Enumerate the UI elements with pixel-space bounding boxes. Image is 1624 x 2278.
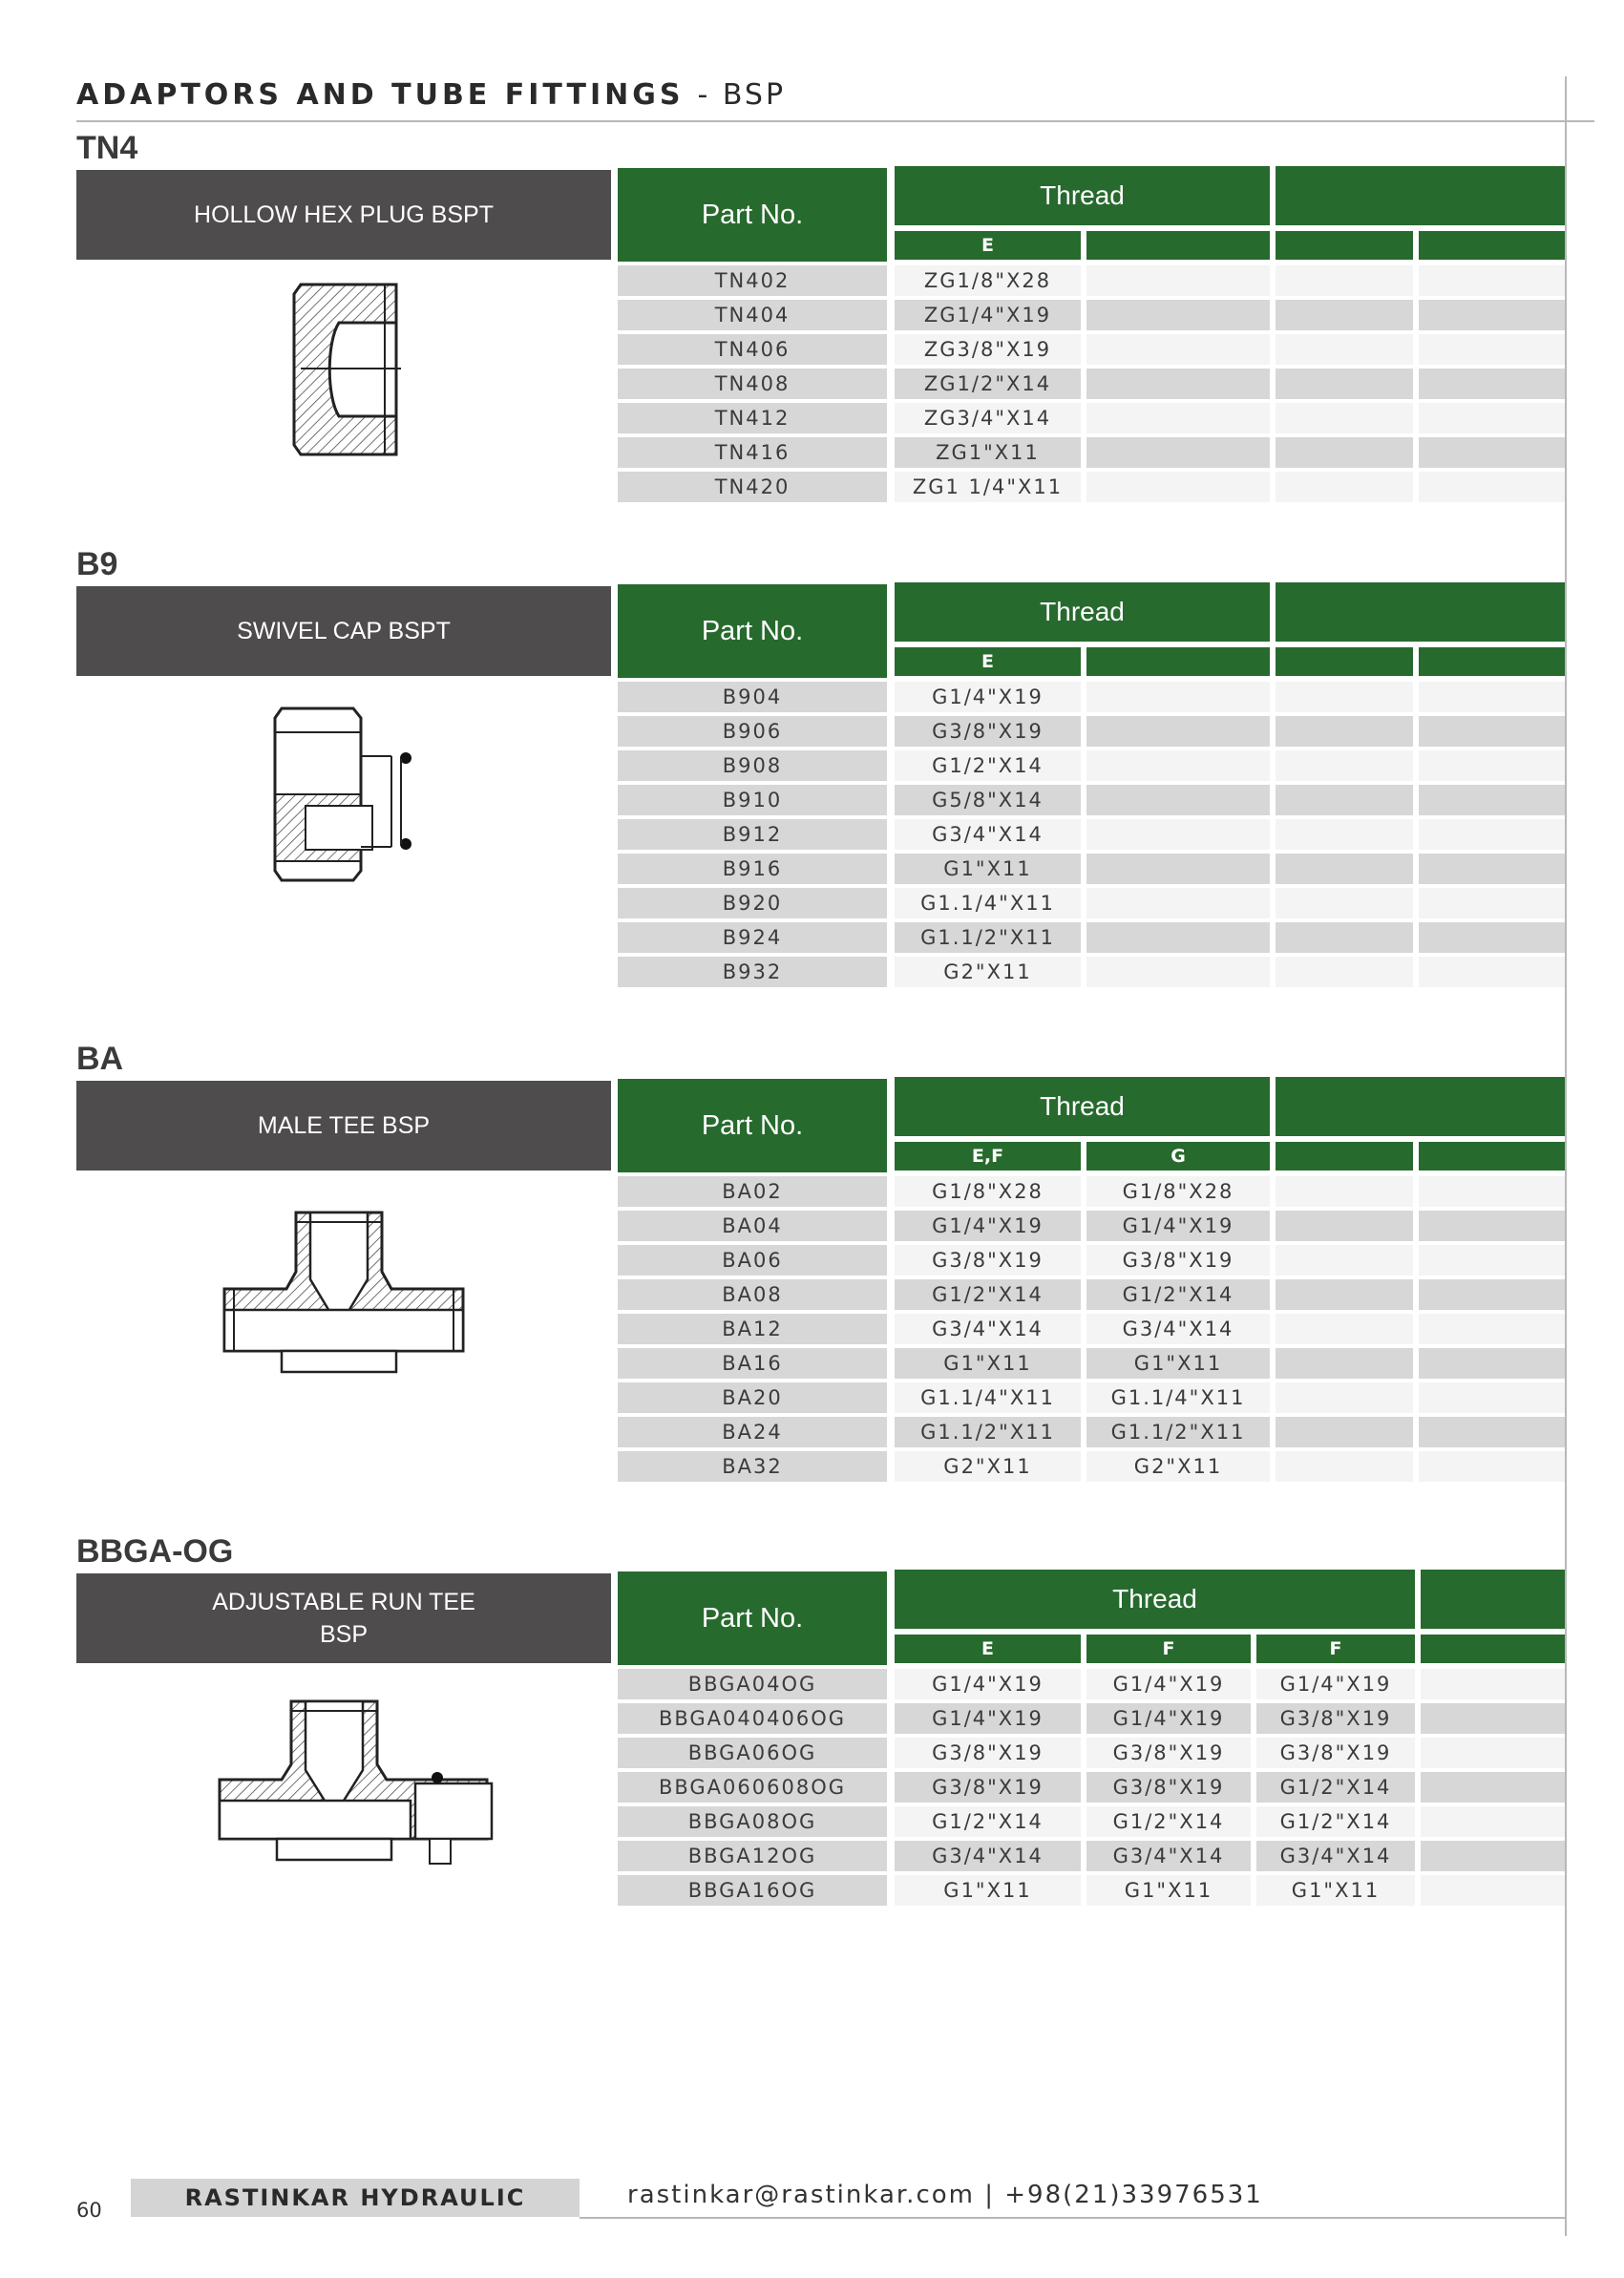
part-number-cell: BA20 [618, 1382, 887, 1413]
footer-brand: RASTINKAR HYDRAULIC [131, 2179, 580, 2217]
part-number-cell: BA06 [618, 1245, 887, 1276]
section-name: MALE TEE BSP [76, 1081, 611, 1171]
part-number-cell: BA16 [618, 1348, 887, 1379]
footer-divider [580, 2217, 1566, 2219]
subheader-4 [1419, 647, 1565, 676]
thread-cell: G1.1/2"X11 [895, 1417, 1081, 1447]
part-number-cell: BBGA06OG [618, 1738, 887, 1768]
thread-cell: G1/2"X14 [895, 750, 1081, 781]
subheader-3 [1276, 647, 1413, 676]
page-title [76, 78, 786, 112]
thread-cell: G1/2"X14 [895, 1279, 1081, 1310]
part-number-cell: BBGA16OG [618, 1875, 887, 1906]
thread-cell: G1/4"X19 [895, 1669, 1081, 1699]
extra-header [1276, 166, 1565, 225]
subheader-2: G [1086, 1142, 1270, 1171]
thread-cell: G1"X11 [1086, 1875, 1251, 1906]
part-no-header: Part No. [618, 1571, 887, 1665]
thread-cell: G3/4"X14 [1256, 1841, 1415, 1871]
thread-cell [1419, 1279, 1565, 1310]
thread-cell: G3/8"X19 [1086, 1738, 1251, 1768]
thread-cell [1421, 1841, 1565, 1871]
part-number-cell: B932 [618, 957, 887, 987]
thread-cell [1419, 1417, 1565, 1447]
thread-cell [1421, 1703, 1565, 1734]
part-number-cell: BA04 [618, 1211, 887, 1241]
thread-cell [1276, 854, 1413, 884]
part-number-cell: TN402 [618, 265, 887, 296]
thread-cell [1276, 1348, 1413, 1379]
thread-cell: G1"X11 [895, 1875, 1081, 1906]
thread-cell: G1/2"X14 [1086, 1279, 1270, 1310]
thread-cell: G1.1/4"X11 [895, 1382, 1081, 1413]
section-name: SWIVEL CAP BSPT [76, 586, 611, 676]
thread-cell [1086, 403, 1270, 433]
part-no-header: Part No. [618, 584, 887, 678]
section-code: TN4 [76, 130, 138, 166]
part-no-header: Part No. [618, 1079, 887, 1172]
part-number-cell: B906 [618, 716, 887, 747]
thread-cell [1276, 1279, 1413, 1310]
thread-cell: G3/4"X14 [1086, 1841, 1251, 1871]
part-number-cell: BBGA12OG [618, 1841, 887, 1871]
thread-cell [1276, 300, 1413, 330]
part-number-cell: BBGA040406OG [618, 1703, 887, 1734]
thread-cell: ZG3/4"X14 [895, 403, 1081, 433]
thread-cell [1419, 1314, 1565, 1344]
thread-cell [1421, 1738, 1565, 1768]
thread-cell [1276, 369, 1413, 399]
part-number-cell: TN416 [618, 437, 887, 468]
thread-cell [1086, 369, 1270, 399]
thread-cell [1276, 1417, 1413, 1447]
thread-header: Thread [895, 1077, 1270, 1136]
thread-cell: G1/4"X19 [1086, 1669, 1251, 1699]
thread-cell: G3/4"X14 [895, 1841, 1081, 1871]
thread-cell [1276, 1314, 1413, 1344]
thread-cell: G2"X11 [895, 1451, 1081, 1482]
section-code: BBGA-OG [76, 1533, 234, 1570]
part-number-cell: TN406 [618, 334, 887, 365]
thread-cell [1419, 922, 1565, 953]
thread-cell [1419, 472, 1565, 502]
part-number-cell: BBGA060608OG [618, 1772, 887, 1803]
thread-cell [1421, 1669, 1565, 1699]
part-number-cell: BA24 [618, 1417, 887, 1447]
part-number-cell: B912 [618, 819, 887, 850]
right-margin-line [1565, 76, 1567, 2236]
thread-cell [1276, 1451, 1413, 1482]
thread-cell: G1/8"X28 [895, 1176, 1081, 1207]
thread-cell: G3/8"X19 [895, 1245, 1081, 1276]
thread-cell: ZG1/2"X14 [895, 369, 1081, 399]
thread-cell: G1"X11 [895, 854, 1081, 884]
thread-cell [1276, 1211, 1413, 1241]
thread-cell [1276, 265, 1413, 296]
thread-cell: G1"X11 [895, 1348, 1081, 1379]
thread-cell: G5/8"X14 [895, 785, 1081, 815]
part-number-cell: B916 [618, 854, 887, 884]
thread-cell: G3/8"X19 [895, 716, 1081, 747]
thread-cell: G2"X11 [895, 957, 1081, 987]
part-number-cell: TN408 [618, 369, 887, 399]
subheader-4 [1419, 1142, 1565, 1171]
thread-cell [1086, 300, 1270, 330]
subheader-2: F [1086, 1635, 1251, 1663]
part-number-cell: B904 [618, 682, 887, 712]
subheader-1: E,F [895, 1142, 1081, 1171]
thread-cell: G3/8"X19 [895, 1772, 1081, 1803]
thread-cell [1419, 957, 1565, 987]
title-divider [76, 120, 1594, 122]
section-name: ADJUSTABLE RUN TEE BSP [76, 1573, 611, 1663]
thread-cell: G1/2"X14 [1086, 1806, 1251, 1837]
thread-cell [1276, 785, 1413, 815]
adjustable-run-tee-drawing [76, 1677, 611, 1867]
swivel-cap-drawing [76, 689, 611, 899]
part-number-cell: BA08 [618, 1279, 887, 1310]
thread-cell [1276, 437, 1413, 468]
thread-cell: ZG1/4"X19 [895, 300, 1081, 330]
thread-cell [1086, 957, 1270, 987]
thread-cell [1276, 957, 1413, 987]
thread-cell [1086, 922, 1270, 953]
thread-cell [1276, 682, 1413, 712]
thread-cell [1086, 472, 1270, 502]
extra-header [1421, 1570, 1565, 1629]
thread-cell [1419, 300, 1565, 330]
part-number-cell: B908 [618, 750, 887, 781]
thread-cell: G1/4"X19 [895, 1211, 1081, 1241]
thread-cell [1276, 750, 1413, 781]
thread-cell [1276, 403, 1413, 433]
thread-cell: ZG1"X11 [895, 437, 1081, 468]
thread-cell [1276, 1245, 1413, 1276]
thread-cell [1276, 922, 1413, 953]
extra-header [1276, 1077, 1565, 1136]
thread-cell: G3/8"X19 [1256, 1703, 1415, 1734]
subheader-2 [1086, 647, 1270, 676]
subheader-4 [1419, 231, 1565, 260]
thread-cell: G2"X11 [1086, 1451, 1270, 1482]
thread-cell [1419, 682, 1565, 712]
thread-cell: G1"X11 [1086, 1348, 1270, 1379]
thread-cell [1421, 1772, 1565, 1803]
extra-header [1276, 582, 1565, 642]
thread-cell [1419, 1382, 1565, 1413]
thread-header: Thread [895, 166, 1270, 225]
thread-cell [1419, 750, 1565, 781]
part-number-cell: BBGA04OG [618, 1669, 887, 1699]
thread-cell [1086, 854, 1270, 884]
thread-cell [1086, 334, 1270, 365]
thread-cell: G3/8"X19 [1256, 1738, 1415, 1768]
thread-cell: G1.1/2"X11 [1086, 1417, 1270, 1447]
part-number-cell: TN404 [618, 300, 887, 330]
thread-cell [1086, 437, 1270, 468]
thread-cell [1419, 369, 1565, 399]
part-number-cell: BBGA08OG [618, 1806, 887, 1837]
thread-cell: G1.1/2"X11 [895, 922, 1081, 953]
part-number-cell: BA02 [618, 1176, 887, 1207]
thread-cell: G1.1/4"X11 [895, 888, 1081, 918]
part-number-cell: BA32 [618, 1451, 887, 1482]
part-number-cell: B924 [618, 922, 887, 953]
subheader-1: E [895, 231, 1081, 260]
thread-cell: G1/4"X19 [895, 682, 1081, 712]
thread-cell [1276, 716, 1413, 747]
thread-header: Thread [895, 582, 1270, 642]
thread-cell [1086, 682, 1270, 712]
thread-cell [1276, 1382, 1413, 1413]
subheader-1: E [895, 647, 1081, 676]
thread-cell [1419, 403, 1565, 433]
thread-cell [1419, 1451, 1565, 1482]
thread-cell: ZG3/8"X19 [895, 334, 1081, 365]
thread-cell [1419, 437, 1565, 468]
subheader-3 [1276, 231, 1413, 260]
subheader-4 [1421, 1635, 1565, 1663]
thread-cell [1276, 334, 1413, 365]
part-no-header: Part No. [618, 168, 887, 262]
thread-cell: G1/4"X19 [1086, 1703, 1251, 1734]
subheader-3: F [1256, 1635, 1415, 1663]
thread-cell [1419, 819, 1565, 850]
thread-cell [1086, 716, 1270, 747]
page-title-sub: - BSP [697, 78, 787, 112]
thread-cell: G3/4"X14 [895, 819, 1081, 850]
thread-cell [1276, 888, 1413, 918]
thread-cell: G1/4"X19 [1086, 1211, 1270, 1241]
thread-cell [1419, 1348, 1565, 1379]
thread-cell [1419, 265, 1565, 296]
thread-cell: G1/4"X19 [895, 1703, 1081, 1734]
part-number-cell: TN420 [618, 472, 887, 502]
thread-cell [1086, 750, 1270, 781]
section-code: B9 [76, 546, 118, 582]
part-number-cell: B910 [618, 785, 887, 815]
thread-cell: G3/4"X14 [1086, 1314, 1270, 1344]
page-title-main: ADAPTORS AND TUBE FITTINGS [76, 78, 685, 112]
thread-cell: G3/8"X19 [895, 1738, 1081, 1768]
section-name: HOLLOW HEX PLUG BSPT [76, 170, 611, 260]
subheader-1: E [895, 1635, 1081, 1663]
thread-cell [1086, 785, 1270, 815]
thread-cell [1419, 888, 1565, 918]
thread-cell [1419, 1245, 1565, 1276]
thread-cell: G3/8"X19 [1086, 1772, 1251, 1803]
thread-cell: G1.1/4"X11 [1086, 1382, 1270, 1413]
thread-cell: G1/4"X19 [1256, 1669, 1415, 1699]
male-tee-drawing [76, 1184, 611, 1375]
thread-cell [1276, 472, 1413, 502]
part-number-cell: BA12 [618, 1314, 887, 1344]
page-number: 60 [76, 2199, 102, 2222]
thread-cell [1419, 1176, 1565, 1207]
part-number-cell: B920 [618, 888, 887, 918]
thread-cell: ZG1/8"X28 [895, 265, 1081, 296]
thread-cell [1419, 854, 1565, 884]
thread-cell [1419, 716, 1565, 747]
thread-cell: G1/8"X28 [1086, 1176, 1270, 1207]
subheader-3 [1276, 1142, 1413, 1171]
thread-cell: ZG1 1/4"X11 [895, 472, 1081, 502]
thread-cell [1276, 1176, 1413, 1207]
subheader-2 [1086, 231, 1270, 260]
thread-cell [1086, 819, 1270, 850]
thread-header: Thread [895, 1570, 1415, 1629]
thread-cell [1419, 334, 1565, 365]
thread-cell: G1/2"X14 [1256, 1806, 1415, 1837]
thread-cell [1419, 785, 1565, 815]
thread-cell: G1/2"X14 [1256, 1772, 1415, 1803]
thread-cell [1086, 888, 1270, 918]
section-code: BA [76, 1041, 124, 1077]
thread-cell [1421, 1806, 1565, 1837]
thread-cell [1419, 1211, 1565, 1241]
thread-cell [1276, 819, 1413, 850]
thread-cell: G3/4"X14 [895, 1314, 1081, 1344]
thread-cell: G1"X11 [1256, 1875, 1415, 1906]
footer-contact: rastinkar@rastinkar.com | +98(21)33976531 [627, 2181, 1263, 2209]
thread-cell: G3/8"X19 [1086, 1245, 1270, 1276]
thread-cell [1421, 1875, 1565, 1906]
thread-cell [1086, 265, 1270, 296]
part-number-cell: TN412 [618, 403, 887, 433]
hollow-hex-plug-drawing [76, 273, 611, 464]
thread-cell: G1/2"X14 [895, 1806, 1081, 1837]
